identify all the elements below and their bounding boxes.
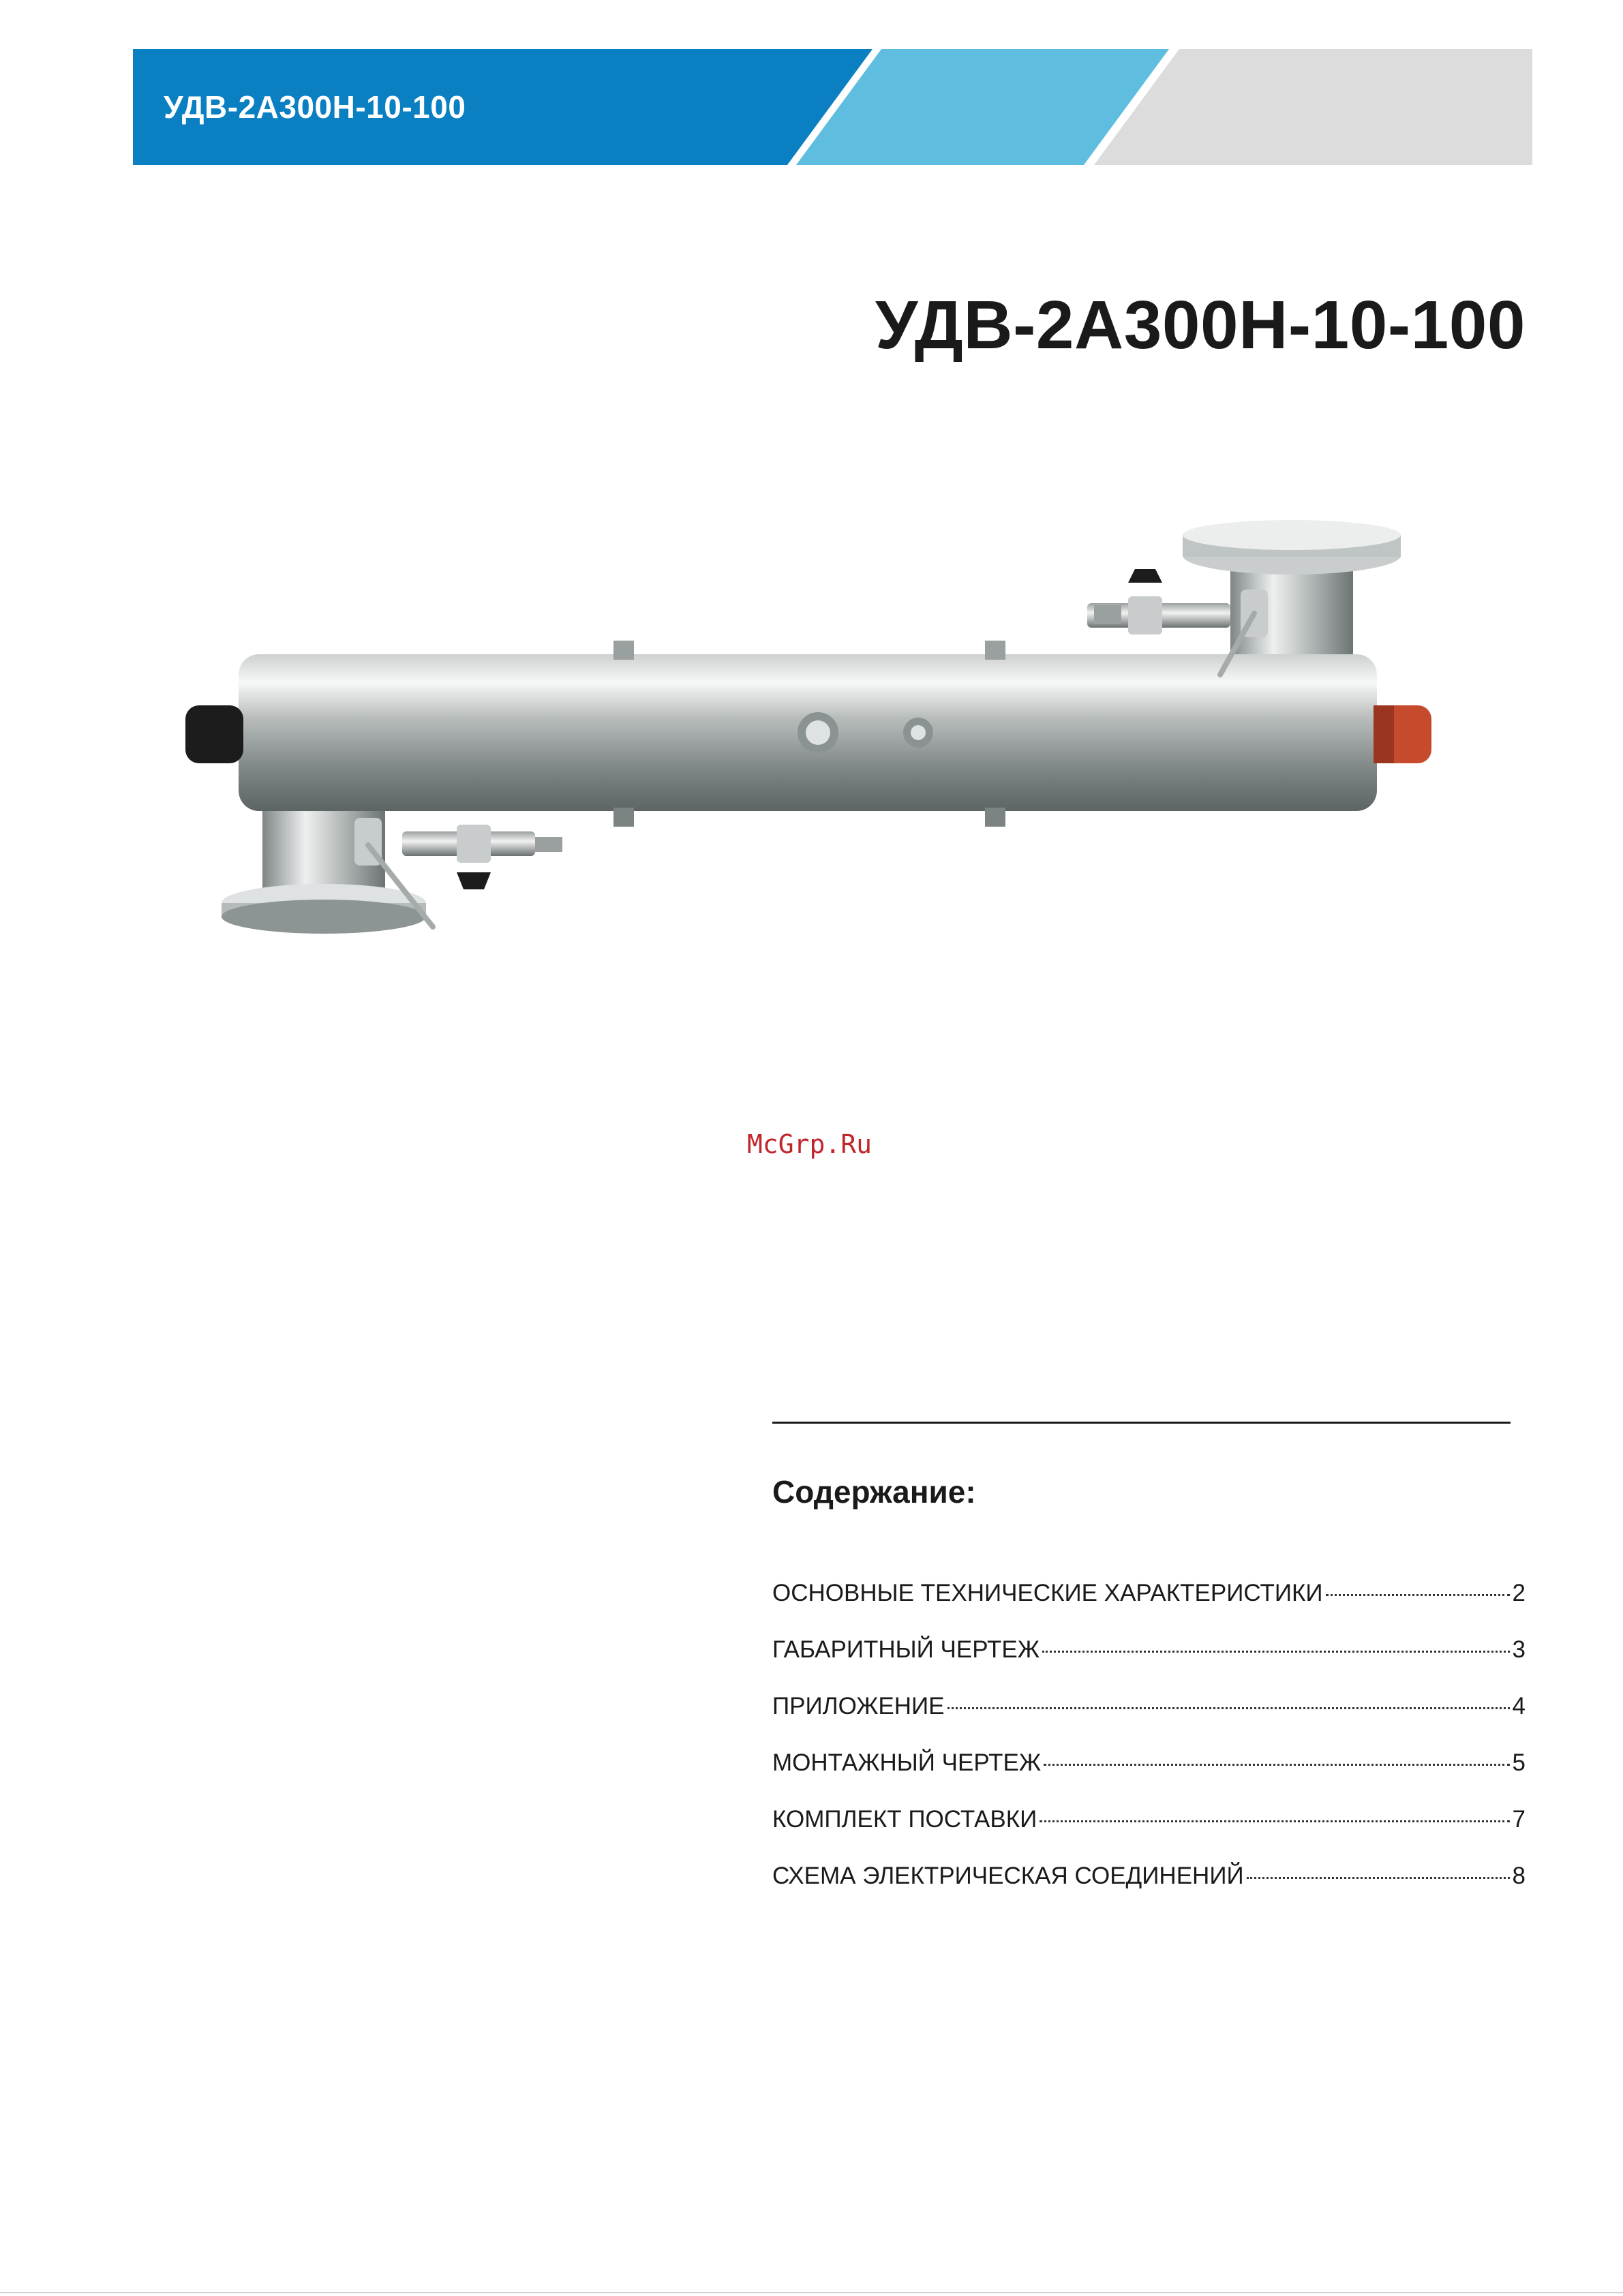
toc-item[interactable]	[772, 1580, 1526, 1636]
toc-dot-leader	[1247, 1877, 1510, 1879]
toc-item-label: МОНТАЖНЫЙ ЧЕРТЕЖ	[772, 1749, 1042, 1776]
toc-item-label: ГАБАРИТНЫЙ ЧЕРТЕЖ	[772, 1636, 1040, 1663]
toc-item-page: 2	[1512, 1580, 1526, 1606]
toc-item-label: КОМПЛЕКТ ПОСТАВКИ	[772, 1806, 1037, 1833]
table-of-contents	[772, 1580, 1526, 1919]
toc-item[interactable]	[772, 1693, 1526, 1749]
toc-item-label: СХЕМА ЭЛЕКТРИЧЕСКАЯ СОЕДИНЕНИЙ	[772, 1863, 1244, 1889]
divider-rule	[772, 1422, 1511, 1424]
toc-item[interactable]	[772, 1636, 1526, 1693]
left-end-cap	[185, 705, 243, 763]
toc-dot-leader	[1326, 1594, 1510, 1596]
toc-item-page: 3	[1512, 1636, 1526, 1663]
toc-dot-leader	[1040, 1820, 1509, 1822]
toc-item[interactable]	[772, 1806, 1526, 1863]
toc-dot-leader	[947, 1707, 1510, 1709]
watermark: McGrp.Ru	[747, 1129, 873, 1159]
toc-item-page: 4	[1512, 1693, 1526, 1719]
page-bottom-edge	[0, 2292, 1623, 2293]
banner-title: УДВ-2А300Н-10-100	[164, 89, 466, 125]
page-title: УДВ-2А300Н-10-100	[875, 287, 1526, 363]
toc-item-label: ОСНОВНЫЕ ТЕХНИЧЕСКИЕ ХАРАКТЕРИСТИКИ	[772, 1580, 1323, 1606]
toc-item-page: 5	[1512, 1749, 1526, 1776]
toc-dot-leader	[1042, 1651, 1510, 1653]
toc-heading: Содержание:	[772, 1474, 976, 1510]
toc-dot-leader	[1044, 1764, 1509, 1766]
toc-item-label: ПРИЛОЖЕНИЕ	[772, 1693, 945, 1719]
toc-item[interactable]	[772, 1863, 1526, 1919]
toc-item-page: 8	[1512, 1863, 1526, 1889]
header-banner	[133, 49, 1532, 165]
toc-item[interactable]	[772, 1749, 1526, 1806]
product-image	[170, 518, 1466, 954]
toc-item-page: 7	[1512, 1806, 1526, 1833]
